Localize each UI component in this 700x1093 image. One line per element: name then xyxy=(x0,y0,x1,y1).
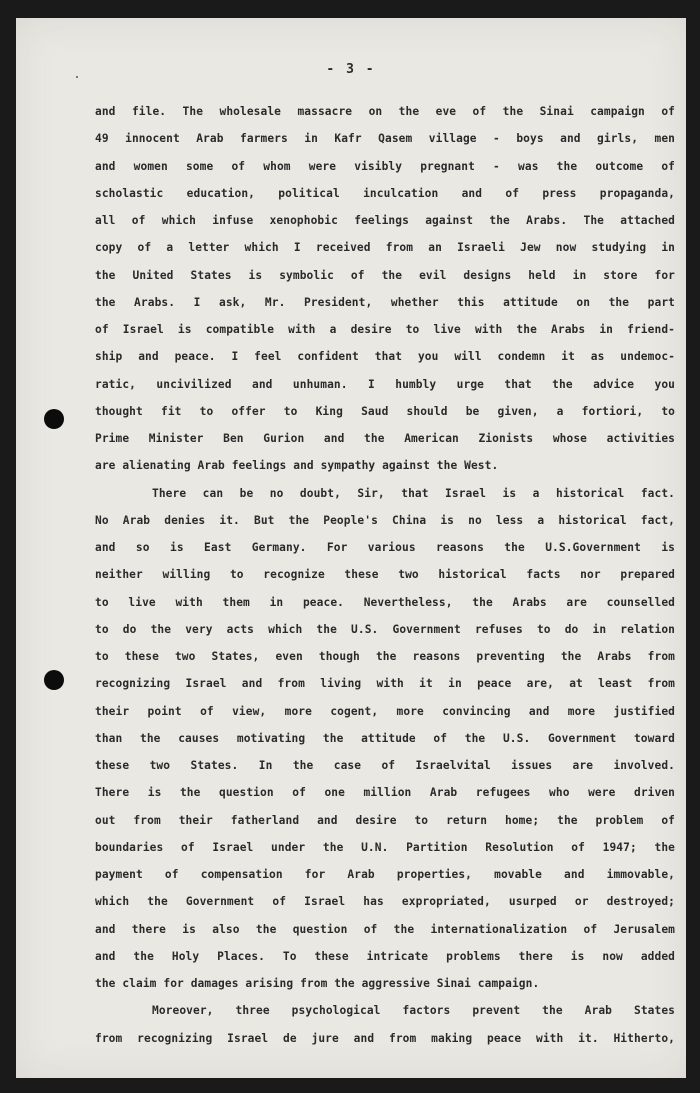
text-line: recognizing Israel and from living with it in peace are, at least from xyxy=(95,677,675,691)
text-line: to live with them in peace. Nevertheless, the Arabs are counselled xyxy=(95,595,675,609)
text-line: all of which infuse xenophobic feelings against the Arabs. The attached xyxy=(95,214,675,227)
text-line: ship and peace. I feel confident that you will condemn it as undemoc- xyxy=(95,350,675,364)
text-line: boundaries of Israel under the U.N. Partition Resolution of 1947; the xyxy=(95,840,675,854)
text-line: Moreover, three psychological factors prevent the Arab States xyxy=(152,1004,675,1018)
text-line: and the Holy Places. To these intricate problems there is now added xyxy=(95,949,675,963)
text-line: ratic, uncivilized and unhuman. I humbly urge that the advice you xyxy=(95,377,675,391)
punch-hole-top xyxy=(44,409,64,429)
text-line: the claim for damages arising from the aggressive Sinai campaign. xyxy=(95,977,540,990)
text-line: thought fit to offer to King Saud should be given, a fortiori, to xyxy=(95,404,675,418)
text-line: copy of a letter which I received from an Israeli Jew now studying in xyxy=(95,241,675,255)
text-line: payment of compensation for Arab properties, movable and immovable, xyxy=(95,868,675,881)
text-line: the Arabs. I ask, Mr. President, whether this attitude on the part xyxy=(95,295,675,309)
text-line: out from their fatherland and desire to return home; the problem of xyxy=(95,813,675,827)
text-line: and women some of whom were visibly pregnant - was the outcome of xyxy=(95,159,675,173)
text-line: and there is also the question of the internationalization of Jerusalem xyxy=(95,922,675,936)
text-line: There is the question of one million Arab refugees who were driven xyxy=(95,786,675,800)
punch-hole-bottom xyxy=(44,670,64,690)
text-line: scholastic education, political inculcation and of press propaganda, xyxy=(95,186,675,200)
text-line: to do the very acts which the U.S. Government refuses to do in relation xyxy=(95,622,675,636)
typed-body-text xyxy=(95,98,675,1052)
text-line: their point of view, more cogent, more convincing and more justified xyxy=(95,704,675,718)
text-line: and so is East Germany. For various reasons the U.S.Government is xyxy=(95,541,675,554)
page-number: - 3 - xyxy=(326,62,376,77)
text-line: these two States. In the case of Israelvital issues are involved. xyxy=(95,759,675,772)
text-line: neither willing to recognize these two historical facts nor prepared xyxy=(95,568,675,582)
text-line: to these two States, even though the reasons preventing the Arabs from xyxy=(95,650,675,663)
text-line: No Arab denies it. But the People's China is no less a historical fact, xyxy=(95,513,675,527)
text-line: of Israel is compatible with a desire to live with the Arabs in friend- xyxy=(95,323,675,336)
text-line: than the causes motivating the attitude of the U.S. Government toward xyxy=(95,731,675,745)
text-line: the United States is symbolic of the evil designs held in store for xyxy=(95,268,675,282)
text-line: are alienating Arab feelings and sympathy against the West. xyxy=(95,459,499,473)
text-line: There can be no doubt, Sir, that Israel is a historical fact. xyxy=(152,486,675,500)
text-line: Prime Minister Ben Gurion and the American Zionists whose activities xyxy=(95,432,675,445)
text-line: and file. The wholesale massacre on the eve of the Sinai campaign of xyxy=(95,105,675,118)
text-line: 49 innocent Arab farmers in Kafr Qasem village - boys and girls, men xyxy=(95,132,675,146)
text-line: from recognizing Israel de jure and from making peace with it. Hitherto, xyxy=(95,1031,675,1045)
document-page xyxy=(16,18,686,1078)
text-line: which the Government of Israel has expropriated, usurped or destroyed; xyxy=(95,895,675,909)
